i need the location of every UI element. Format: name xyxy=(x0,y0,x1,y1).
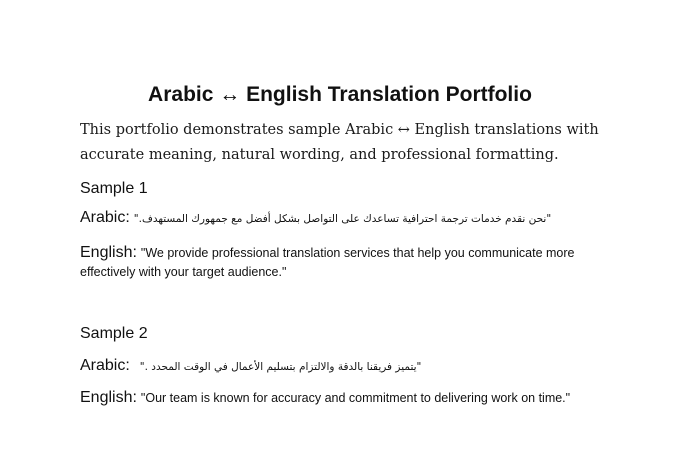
sample-1-arabic-label: Arabic: xyxy=(80,209,130,226)
sample-2-english-text: "Our team is known for accuracy and commitment to delivering work on time." xyxy=(140,391,571,405)
sample-2-arabic-line xyxy=(80,357,600,377)
document-title: Arabic ↔ English Translation Portfolio xyxy=(148,83,532,106)
sample-1-english-line xyxy=(80,244,600,282)
sample-1-arabic-text: "نحن نقدم خدمات ترجمة احترافية تساعدك على التواصل بشكل أفضل مع جمهورك المستهدف." xyxy=(133,213,552,225)
sample-1-heading: Sample 1 xyxy=(80,180,148,197)
sample-1-english-label: English: xyxy=(80,244,137,261)
sample-2-arabic-label: Arabic: xyxy=(80,357,130,374)
sample-2-heading: Sample 2 xyxy=(80,325,148,342)
sample-1-arabic-line xyxy=(80,209,600,229)
sample-2-english-label: English: xyxy=(80,389,137,406)
sample-2-arabic-text: "يتميز فريقنا بالدقة والالتزام بتسليم الأعمال في الوقت المحدد ." xyxy=(139,361,422,373)
sample-2-english-line xyxy=(80,389,600,408)
sample-1-english-text: "We provide professional translation services that help you communicate more effectively with your target audience." xyxy=(80,246,575,279)
intro-paragraph: This portfolio demonstrates sample Arabic ↔ English translations with accurate meaning, natural wording, and professional formatting. xyxy=(80,122,599,163)
